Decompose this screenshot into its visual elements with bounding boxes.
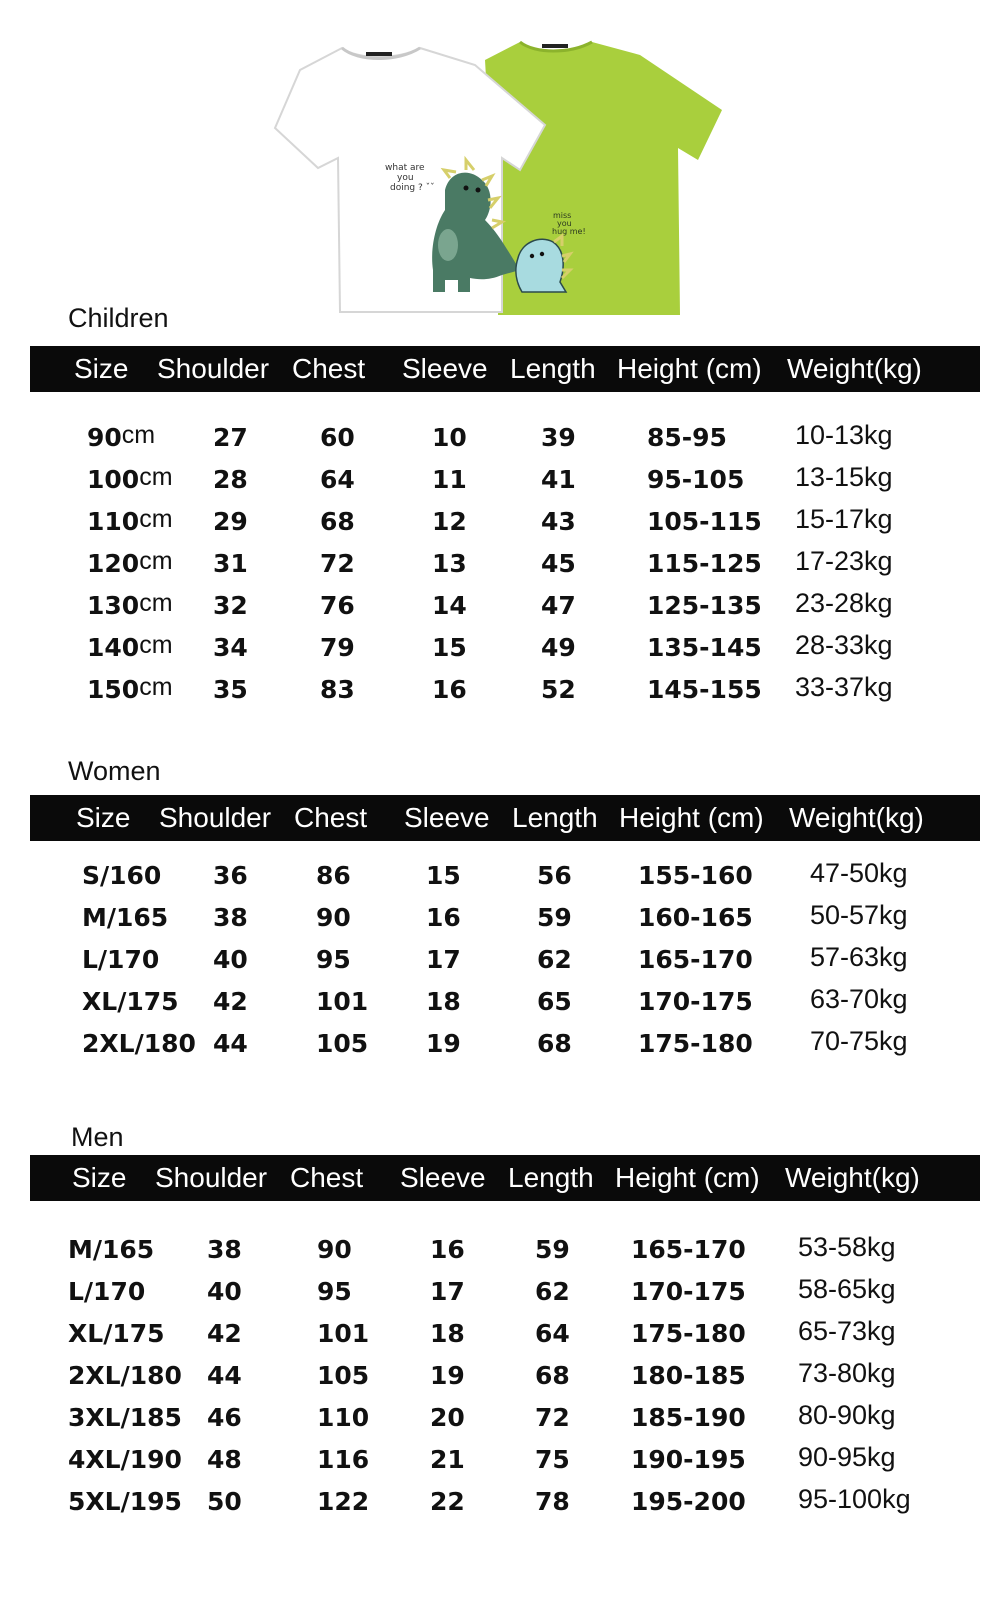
cell-chest: 110 — [317, 1403, 370, 1432]
cell-sleeve: 13 — [432, 549, 467, 578]
table-row — [0, 1024, 1000, 1064]
cell-size: XL/175 — [68, 1319, 165, 1348]
table-row — [0, 1314, 1000, 1354]
cell-sleeve: 17 — [426, 945, 461, 974]
men-header-bar — [30, 1155, 980, 1201]
cell-size: 100cm — [87, 463, 173, 494]
cell-shoulder: 40 — [207, 1277, 242, 1306]
size-unit: cm — [121, 421, 156, 449]
size-unit: cm — [139, 505, 173, 533]
cell-size: 110cm — [87, 505, 173, 536]
cell-length: 68 — [535, 1361, 570, 1390]
table-row — [0, 502, 1000, 542]
cell-size: 130cm — [87, 589, 173, 620]
tshirts-product-image — [270, 30, 740, 330]
cell-weight: 80-90kg — [798, 1400, 896, 1430]
cell-shoulder: 36 — [213, 861, 248, 890]
cell-height: 175-180 — [631, 1319, 746, 1348]
col-shoulder: Shoulder — [159, 802, 272, 833]
cell-shoulder: 35 — [213, 675, 248, 704]
cell-size: 2XL/180 — [68, 1361, 182, 1390]
cell-weight: 13-15kg — [795, 462, 893, 492]
cell-size: 2XL/180 — [82, 1029, 196, 1058]
cell-length: 75 — [535, 1445, 570, 1474]
table-row — [0, 1272, 1000, 1312]
cell-height: 165-170 — [638, 945, 753, 974]
cell-height: 85-95 — [647, 423, 727, 452]
cell-shoulder: 44 — [213, 1029, 248, 1058]
col-weight: Weight(kg) — [789, 802, 924, 833]
cell-height: 160-165 — [638, 903, 753, 932]
cell-shoulder: 27 — [213, 423, 248, 452]
cell-height: 170-175 — [638, 987, 753, 1016]
cell-shoulder: 28 — [213, 465, 248, 494]
cell-sleeve: 17 — [430, 1277, 465, 1306]
cell-height: 125-135 — [647, 591, 762, 620]
cell-height: 175-180 — [638, 1029, 753, 1058]
cell-sleeve: 12 — [432, 507, 467, 536]
table-row — [0, 586, 1000, 626]
cell-height: 135-145 — [647, 633, 762, 662]
cell-length: 68 — [537, 1029, 572, 1058]
size-unit: cm — [139, 589, 173, 617]
size-unit: cm — [139, 631, 173, 659]
table-row — [0, 418, 1000, 458]
cell-size: 120cm — [87, 547, 173, 578]
cell-size: XL/175 — [82, 987, 179, 1016]
col-sleeve: Sleeve — [404, 802, 490, 833]
white-shirt-text-1: what are — [385, 163, 425, 173]
cell-shoulder: 42 — [213, 987, 248, 1016]
cell-length: 62 — [537, 945, 572, 974]
table-row — [0, 982, 1000, 1022]
cell-chest: 68 — [320, 507, 355, 536]
cell-size: M/165 — [68, 1235, 155, 1264]
col-length: Length — [510, 353, 596, 384]
cell-length: 59 — [535, 1235, 570, 1264]
women-section-title: Women — [68, 756, 161, 786]
cell-chest: 122 — [317, 1487, 370, 1516]
cell-chest: 90 — [317, 1235, 352, 1264]
cell-sleeve: 20 — [430, 1403, 465, 1432]
cell-sleeve: 15 — [432, 633, 467, 662]
cell-shoulder: 50 — [207, 1487, 242, 1516]
col-sleeve: Sleeve — [400, 1162, 486, 1193]
cell-weight: 70-75kg — [810, 1026, 908, 1056]
cell-height: 115-125 — [647, 549, 762, 578]
col-weight: Weight(kg) — [785, 1162, 920, 1193]
cell-length: 56 — [537, 861, 572, 890]
cell-size: 150cm — [87, 673, 173, 704]
cell-size: S/160 — [82, 861, 162, 890]
size-unit: cm — [139, 673, 173, 701]
cell-height: 190-195 — [631, 1445, 746, 1474]
cell-chest: 90 — [316, 903, 351, 932]
cell-sleeve: 10 — [432, 423, 467, 452]
cell-length: 64 — [535, 1319, 570, 1348]
cell-height: 195-200 — [631, 1487, 746, 1516]
cell-weight: 33-37kg — [795, 672, 893, 702]
col-shoulder: Shoulder — [157, 353, 270, 384]
cell-weight: 17-23kg — [795, 546, 893, 576]
cell-height: 180-185 — [631, 1361, 746, 1390]
col-size: Size — [72, 1162, 127, 1193]
men-section-title: Men — [71, 1122, 124, 1152]
cell-sleeve: 19 — [430, 1361, 465, 1390]
cell-weight: 65-73kg — [798, 1316, 896, 1346]
table-row — [0, 628, 1000, 668]
cell-weight: 47-50kg — [810, 858, 908, 888]
col-chest: Chest — [290, 1162, 364, 1193]
cell-size: L/170 — [82, 945, 160, 974]
cell-sleeve: 19 — [426, 1029, 461, 1058]
cell-chest: 86 — [316, 861, 351, 890]
cell-weight: 95-100kg — [798, 1484, 911, 1514]
cell-shoulder: 40 — [213, 945, 248, 974]
col-shoulder: Shoulder — [155, 1162, 268, 1193]
cell-weight: 23-28kg — [795, 588, 893, 618]
col-size: Size — [76, 802, 131, 833]
green-shirt-text-1: miss — [553, 211, 572, 220]
cell-height: 155-160 — [638, 861, 753, 890]
cell-size: M/165 — [82, 903, 169, 932]
table-row — [0, 856, 1000, 896]
cell-shoulder: 32 — [213, 591, 248, 620]
col-height: Height (cm) — [619, 802, 764, 833]
cell-weight: 73-80kg — [798, 1358, 896, 1388]
table-row — [0, 1230, 1000, 1270]
table-row — [0, 898, 1000, 938]
cell-length: 59 — [537, 903, 572, 932]
cell-chest: 83 — [320, 675, 355, 704]
col-chest: Chest — [294, 802, 368, 833]
col-chest: Chest — [292, 353, 366, 384]
cell-sleeve: 18 — [426, 987, 461, 1016]
cell-shoulder: 38 — [207, 1235, 242, 1264]
cell-chest: 95 — [317, 1277, 352, 1306]
cell-weight: 53-58kg — [798, 1232, 896, 1262]
cell-length: 47 — [541, 591, 576, 620]
cell-sleeve: 16 — [426, 903, 461, 932]
cell-length: 45 — [541, 549, 576, 578]
cell-chest: 72 — [320, 549, 355, 578]
cell-length: 41 — [541, 465, 576, 494]
col-weight: Weight(kg) — [787, 353, 922, 384]
cell-height: 145-155 — [647, 675, 762, 704]
cell-shoulder: 29 — [213, 507, 248, 536]
cell-sleeve: 21 — [430, 1445, 465, 1474]
col-height: Height (cm) — [617, 353, 762, 384]
cell-length: 52 — [541, 675, 576, 704]
col-length: Length — [512, 802, 598, 833]
cell-weight: 90-95kg — [798, 1442, 896, 1472]
cell-shoulder: 44 — [207, 1361, 242, 1390]
cell-weight: 28-33kg — [795, 630, 893, 660]
table-row — [0, 1356, 1000, 1396]
children-header-bar — [30, 346, 980, 392]
cell-weight: 50-57kg — [810, 900, 908, 930]
white-shirt-text-2: you — [397, 173, 414, 183]
cell-sleeve: 15 — [426, 861, 461, 890]
col-length: Length — [508, 1162, 594, 1193]
cell-shoulder: 48 — [207, 1445, 242, 1474]
cell-sleeve: 16 — [432, 675, 467, 704]
cell-length: 49 — [541, 633, 576, 662]
table-row — [0, 460, 1000, 500]
cell-weight: 63-70kg — [810, 984, 908, 1014]
table-row — [0, 1440, 1000, 1480]
cell-sleeve: 18 — [430, 1319, 465, 1348]
cell-chest: 105 — [316, 1029, 369, 1058]
green-shirt-text-3: hug me! — [552, 227, 586, 236]
children-section-title: Children — [68, 303, 169, 333]
cell-weight: 57-63kg — [810, 942, 908, 972]
white-shirt-text-3: doing ? ˇˇ — [390, 183, 435, 193]
cell-sleeve: 22 — [430, 1487, 465, 1516]
cell-length: 43 — [541, 507, 576, 536]
size-unit: cm — [139, 547, 173, 575]
cell-height: 185-190 — [631, 1403, 746, 1432]
cell-sleeve: 16 — [430, 1235, 465, 1264]
table-row — [0, 544, 1000, 584]
cell-size: 5XL/195 — [68, 1487, 182, 1516]
cell-weight: 10-13kg — [795, 420, 893, 450]
green-shirt-text-2: you — [557, 219, 572, 228]
cell-shoulder: 38 — [213, 903, 248, 932]
cell-height: 105-115 — [647, 507, 762, 536]
col-size: Size — [74, 353, 129, 384]
cell-size: 90cm — [87, 421, 156, 452]
cell-chest: 60 — [320, 423, 355, 452]
cell-chest: 101 — [317, 1319, 370, 1348]
cell-shoulder: 42 — [207, 1319, 242, 1348]
cell-length: 65 — [537, 987, 572, 1016]
cell-shoulder: 34 — [213, 633, 248, 662]
cell-length: 78 — [535, 1487, 570, 1516]
cell-length: 72 — [535, 1403, 570, 1432]
cell-sleeve: 11 — [432, 465, 467, 494]
table-row — [0, 670, 1000, 710]
cell-length: 39 — [541, 423, 576, 452]
table-row — [0, 1482, 1000, 1522]
cell-height: 165-170 — [631, 1235, 746, 1264]
cell-sleeve: 14 — [432, 591, 467, 620]
cell-length: 62 — [535, 1277, 570, 1306]
cell-shoulder: 46 — [207, 1403, 242, 1432]
col-sleeve: Sleeve — [402, 353, 488, 384]
cell-weight: 15-17kg — [795, 504, 893, 534]
cell-chest: 101 — [316, 987, 369, 1016]
cell-chest: 79 — [320, 633, 355, 662]
col-height: Height (cm) — [615, 1162, 760, 1193]
cell-chest: 116 — [317, 1445, 370, 1474]
women-header-bar — [30, 795, 980, 841]
cell-size: 140cm — [87, 631, 173, 662]
cell-size: L/170 — [68, 1277, 146, 1306]
cell-size: 4XL/190 — [68, 1445, 182, 1474]
cell-weight: 58-65kg — [798, 1274, 896, 1304]
size-unit: cm — [139, 463, 173, 491]
cell-height: 170-175 — [631, 1277, 746, 1306]
cell-height: 95-105 — [647, 465, 745, 494]
table-row — [0, 1398, 1000, 1438]
table-row — [0, 940, 1000, 980]
cell-chest: 76 — [320, 591, 355, 620]
cell-chest: 95 — [316, 945, 351, 974]
cell-chest: 64 — [320, 465, 355, 494]
cell-shoulder: 31 — [213, 549, 248, 578]
cell-chest: 105 — [317, 1361, 370, 1390]
cell-size: 3XL/185 — [68, 1403, 182, 1432]
